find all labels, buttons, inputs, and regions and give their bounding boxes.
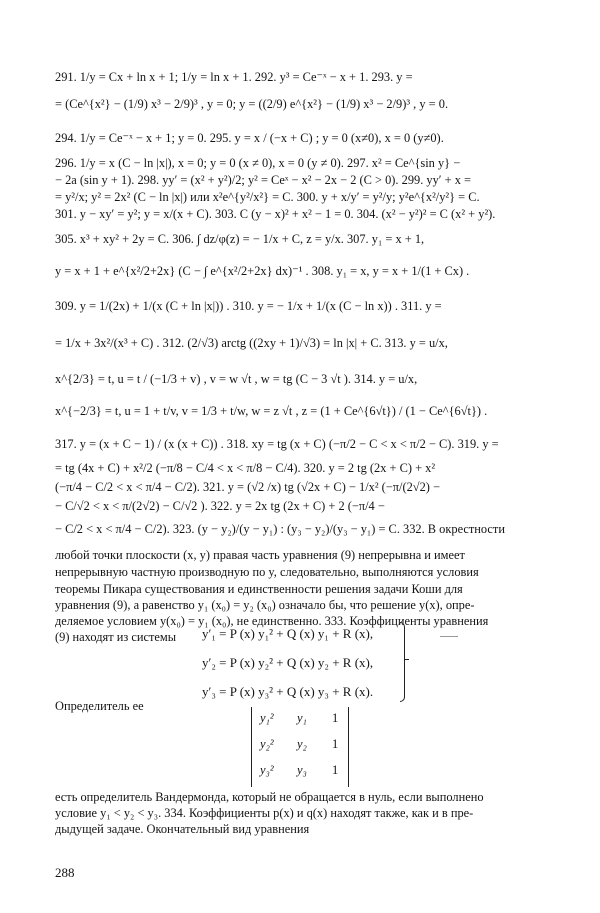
margin-mark xyxy=(440,636,458,637)
answer-line-1: 291. 1/y = Cx + ln x + 1; 1/y = ln x + 1. 292. y³ = Ce⁻ˣ − x + 1. 293. y = xyxy=(55,70,413,84)
answer-line-18: − C/2 < x < π/4 − C/2). 323. (y − y₂)/(y − y₁) : (y₃ − y₂)/(y₃ − y₁) = C. 332. В окрестности xyxy=(55,522,505,536)
vandermonde-determinant xyxy=(251,707,349,787)
answer-line-27: условие y₁ < y₂ < y₃. 334. Коэффициенты p(x) и q(x) находят также, как и в пре- xyxy=(55,806,474,820)
answer-line-28: дыдущей задаче. Окончательный вид уравнения xyxy=(55,822,310,836)
answer-line-2: = (Ce^{x²} − (1/9) x³ − 2/9)³ , y = 0; y = ((2/9) e^{x²} − (1/9) x³ − 2/9)³ , y = 0. xyxy=(55,97,449,111)
answer-line-23: деляемое условием y(x₀) = y₁ (x₀), не единственно. 333. Коэффициенты уравнения xyxy=(55,614,489,628)
answer-line-4: 296. 1/y = x (C − ln |x|), x = 0; y = 0 (x ≠ 0), x = 0 (y ≠ 0). 297. x² = Ce^{sin y} − xyxy=(55,156,461,170)
answer-line-24: (9) находят из системы xyxy=(55,630,177,644)
det-cell-3-2: y₃ xyxy=(297,763,307,777)
system-equation-3: y′₃ = P (x) y₃² + Q (x) y₃ + R (x). xyxy=(202,684,374,699)
det-cell-1-3: 1 xyxy=(332,711,339,725)
page-number: 288 xyxy=(55,865,75,880)
det-cell-1-1: y₁² xyxy=(260,711,274,725)
answer-line-21: теоремы Пикара существования и единственности решения задачи Коши для xyxy=(55,582,463,596)
answer-line-15: = tg (4x + C) + x²/2 (−π/8 − C/4 < x < π/8 − C/4). 320. y = 2 tg (2x + C) + x² xyxy=(55,461,436,475)
det-cell-2-1: y₂² xyxy=(260,737,274,751)
answer-line-22: уравнения (9), а равенство y₁ (x₀) = y₂ (x₀) означало бы, что решение y(x), опре- xyxy=(55,598,475,612)
answer-line-9: y = x + 1 + e^{x²/2+2x} (C − ∫ e^{x²/2+2x} dx)⁻¹ . 308. y₁ = x, y = x + 1/(1 + Cx) . xyxy=(55,264,470,278)
answer-line-3: 294. 1/y = Ce⁻ˣ − x + 1; y = 0. 295. y = x / (−x + C) ; y = 0 (x≠0), x = 0 (y≠0). xyxy=(55,131,444,145)
det-cell-1-2: y₁ xyxy=(297,711,307,725)
answer-line-20: непрерывную частную производную по y, следовательно, выполняются условия xyxy=(55,565,479,579)
det-cell-3-3: 1 xyxy=(332,763,339,777)
answer-line-26: есть определитель Вандермонда, который не обращается в нуль, если выполнено xyxy=(55,790,484,804)
answer-line-19: любой точки плоскости (x, y) правая часть уравнения (9) непрерывна и имеет xyxy=(55,548,465,562)
answer-line-12: x^{2/3} = t, u = t / (−1/3 + v) , v = w √t , w = tg (C − 3 √t ). 314. y = u/x, xyxy=(55,372,418,386)
answer-line-14: 317. y = (x + C − 1) / (x (x + C)) . 318. xy = tg (x + C) (−π/2 − C < x < π/2 − C). 319. y = xyxy=(55,437,499,451)
answer-line-13: x^{−2/3} = t, u = 1 + t/v, v = 1/3 + t/w, w = z √t , z = (1 + Ce^{6√t}) / (1 − Ce^{6√t}) . xyxy=(55,404,488,418)
answer-line-5: − 2a (sin y + 1). 298. yy′ = (x² + y²)/2; y² = Ceˣ − x² − 2x − 2 (C > 0). 299. yy′ + x = xyxy=(55,173,471,187)
system-equation-2: y′₂ = P (x) y₂² + Q (x) y₂ + R (x), xyxy=(202,655,374,670)
system-brace xyxy=(400,622,405,702)
system-brace-tip xyxy=(404,659,409,660)
answer-line-8: 305. x³ + xy² + 2y = C. 306. ∫ dz/φ(z) = − 1/x + C, z = y/x. 307. y₁ = x + 1, xyxy=(55,232,425,246)
system-equation-1: y′₁ = P (x) y₁² + Q (x) y₁ + R (x), xyxy=(202,626,374,641)
det-cell-2-3: 1 xyxy=(332,737,339,751)
answer-line-17: − C/√2 < x < π/(2√2) − C/√2 ). 322. y = 2x tg (2x + C) + 2 (−π/4 − xyxy=(55,499,385,513)
answer-line-16: (−π/4 − C/2 < x < π/4 − C/2). 321. y = (√2 /x) tg (√2x + C) − 1/x² (−π/(2√2) − xyxy=(55,480,440,494)
answer-line-11: = 1/x + 3x²/(x³ + C) . 312. (2/√3) arctg ((2xy + 1)/√3) = ln |x| + C. 313. y = u/x, xyxy=(55,336,448,350)
answer-line-25: Определитель ее xyxy=(55,699,144,713)
answer-line-10: 309. y = 1/(2x) + 1/(x (C + ln |x|)) . 310. y = − 1/x + 1/(x (C − ln x)) . 311. y = xyxy=(55,299,442,313)
answer-line-7: 301. y − xy′ = y²; y = x/(x + C). 303. C (y − x)² + x² − 1 = 0. 304. (x² − y²)² = C (x² + y²). xyxy=(55,207,496,221)
det-cell-2-2: y₂ xyxy=(297,737,307,751)
det-cell-3-1: y₃² xyxy=(260,763,274,777)
answer-line-6: = y²/x; y² = 2x² (C − ln |x|) или x²e^{y²/x²} = C. 300. y + x/y′ = y²/y; y²e^{x²/y²} = C. xyxy=(55,190,480,204)
